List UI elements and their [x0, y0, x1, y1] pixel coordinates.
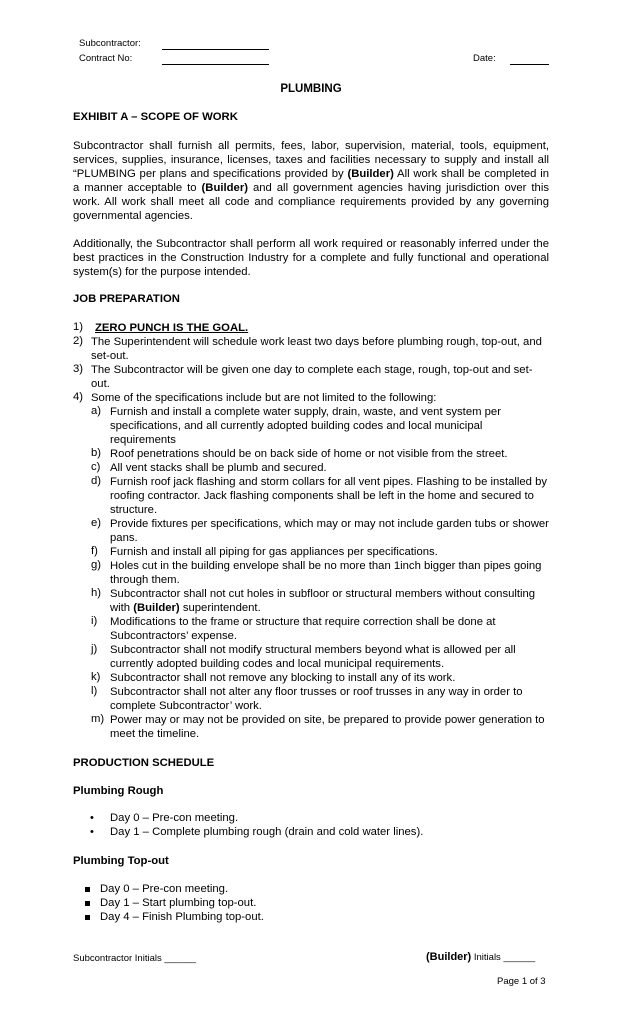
job-prep-heading: JOB PREPARATION [73, 293, 180, 305]
spec-item: Subcontractor shall not modify structural members beyond what is allowed per all currently adopted building codes and local municipal requirements. [110, 644, 516, 670]
job-prep-item: The Subcontractor will be given one day to complete each stage, rough, top-out and set-out. [91, 364, 533, 390]
builder-ref: (Builder) [347, 168, 394, 180]
list-item: Day 0 – Pre-con meeting. [110, 812, 239, 824]
contract-blank[interactable] [162, 55, 269, 65]
list-number: 2) [73, 335, 84, 347]
contract-label: Contract No: [79, 53, 133, 64]
list-number: 1) [73, 321, 84, 333]
spec-item: Subcontractor shall not alter any floor trusses or roof trusses in any way in order to complete Subcontractor’ work. [110, 686, 523, 712]
date-label: Date: [473, 53, 496, 64]
builder-initials: (Builder) Initials ______ [426, 951, 536, 963]
builder-ref: (Builder) [133, 602, 180, 614]
subcontractor-blank[interactable] [162, 40, 269, 50]
spec-item: Power may or may not be provided on site, be prepared to provide power generation to meet the timeline. [110, 714, 545, 740]
list-letter: i) [91, 615, 98, 627]
spec-item: Roof penetrations should be on back side of home or not visible from the street. [110, 448, 508, 460]
list-letter: c) [91, 461, 101, 473]
list-number: 4) [73, 391, 84, 403]
date-blank[interactable] [510, 55, 549, 65]
list-letter: a) [91, 405, 102, 417]
square-bullet-icon [85, 915, 90, 920]
list-number: 3) [73, 363, 84, 375]
spec-item: Furnish roof jack flashing and storm collars for all vent pipes. Flashing to be installed by roofing contractor. Jack flashing components shall be left in the home and secured to structure. [110, 476, 548, 516]
job-prep-item: Some of the specifications include but are not limited to the following: [91, 392, 437, 404]
topout-heading: Plumbing Top-out [73, 855, 169, 867]
spec-item: Provide fixtures per specifications, which may or may not include garden tubs or shower pans. [110, 518, 549, 544]
spec-item: Subcontractor shall not remove any blocking to install any of its work. [110, 672, 456, 684]
builder-ref: (Builder) [201, 182, 248, 194]
spec-item: Furnish and install all piping for gas appliances per specifications. [110, 546, 438, 558]
document-title: PLUMBING [280, 83, 342, 95]
additional-paragraph: Additionally, the Subcontractor shall perform all work required or reasonably inferred under the best practices in the Construction Industry for a complete and fully functional and operational system(s) for the purpose intended. [73, 238, 549, 278]
list-item: Day 4 – Finish Plumbing top-out. [100, 911, 264, 923]
list-letter: k) [91, 671, 101, 683]
list-letter: l) [91, 685, 98, 697]
bullet-icon: • [90, 826, 94, 838]
scope-paragraph: Subcontractor shall furnish all permits, fees, labor, supervision, material, tools, equipment, services, supplies, insurance, licenses, taxes and facilities necessary to supply and install all “PLUMBING per plans and specifications provided by (Builder) All work shall be completed in a manner acceptable to (Builder) and all government agencies having jurisdiction over this work. All work shall meet all code and compliance requirements provided by any governing governmental agencies. [73, 140, 550, 222]
spec-item: Furnish and install a complete water supply, drain, waste, and vent system per specifications, and all currently adopted building codes and local municipal requirements [110, 406, 501, 446]
square-bullet-icon [85, 901, 90, 906]
list-item: Day 1 – Complete plumbing rough (drain and cold water lines). [110, 826, 424, 838]
list-letter: m) [91, 713, 105, 725]
list-item: Day 1 – Start plumbing top-out. [100, 897, 257, 909]
spec-item: Subcontractor shall not cut holes in subfloor or structural members without consulting with (Builder) superintendent. [110, 588, 536, 614]
square-bullet-icon [85, 887, 90, 892]
subcontractor-initials: Subcontractor Initials ______ [73, 953, 197, 964]
list-letter: h) [91, 587, 102, 599]
spec-item: Holes cut in the building envelope shall be no more than 1inch bigger than pipes going through them. [110, 560, 542, 586]
rough-heading: Plumbing Rough [73, 785, 164, 797]
list-item: Day 0 – Pre-con meeting. [100, 883, 229, 895]
page-number: Page 1 of 3 [497, 976, 546, 987]
exhibit-heading: EXHIBIT A – SCOPE OF WORK [73, 111, 238, 123]
list-letter: b) [91, 447, 102, 459]
list-letter: g) [91, 559, 102, 571]
spec-item: Modifications to the frame or structure that require correction shall be done at Subcontractors’ expense. [110, 616, 496, 642]
job-prep-item: ZERO PUNCH IS THE GOAL. [95, 322, 249, 334]
job-prep-item: The Superintendent will schedule work least two days before plumbing rough, top-out, and set-out. [91, 336, 542, 362]
list-letter: d) [91, 475, 102, 487]
list-letter: f) [91, 545, 98, 557]
spec-item: All vent stacks shall be plumb and secured. [110, 462, 327, 474]
bullet-icon: • [90, 812, 94, 824]
list-letter: j) [91, 643, 98, 655]
list-letter: e) [91, 517, 102, 529]
production-heading: PRODUCTION SCHEDULE [73, 757, 215, 769]
subcontractor-label: Subcontractor: [79, 38, 141, 49]
